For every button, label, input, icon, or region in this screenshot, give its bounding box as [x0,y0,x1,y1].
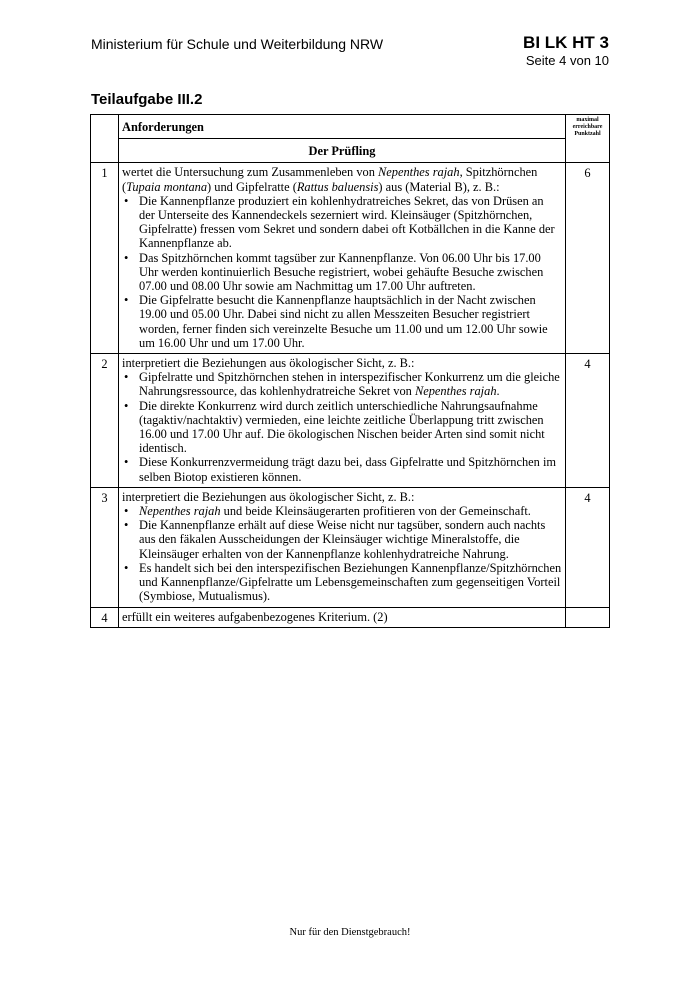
requirements-header [119,115,566,139]
table-row [91,607,610,627]
table-row [91,487,610,607]
criteria-item [122,370,562,398]
criteria-item [122,455,562,483]
criteria-item [122,251,562,294]
criteria-text: Die Gipfelratte besucht die Kannenpflanze hauptsächlich in der Nacht zwischen 19.00 und 05.00 Uhr. Dabei sind nicht zu allen Messzeiten Besucher registriert worden, ferner finden sich vereinzelte Besuche um 11.00 und um 12.00 Uhr sowie um 16.00 Uhr und um 17.00 Uhr. [139,293,548,350]
ministry-name: Ministerium für Schule und Weiterbildung NRW [91,36,384,52]
criteria-text: Die Kannenpflanze produziert ein kohlenhydratreiches Sekret, das von Drüsen an der Unterseite des Kannendeckels sezerniert wird. Kleinsäuger (Spitzhörnchen, Gipfelratte) fressen vom Sekret und sondern dabei oft Kotbällchen in die Kanne der Kannenpflanze ab. [139,193,555,251]
points-header-line-1: maximal [576,117,599,123]
criteria-item [122,518,562,561]
document-code: BI LK HT 3 [523,33,609,52]
intro-text: interpretiert die Beziehungen aus ökologischer Sicht, z. B.: [122,489,415,504]
row-number: 3 [91,487,119,607]
footer-note: Nur für den Dienstgebrauch! [289,927,411,938]
criteria-text: und beide Kleinsäugerarten profitieren von der Gemeinschaft. [220,504,531,519]
candidate-label: Der Prüfling [308,144,376,159]
requirements-label: Anforderungen [122,120,204,134]
criteria-text: Die Kannenpflanze erhält auf diese Weise nicht nur tagsüber, sondern auch nachts aus den fäkalen Ausscheidungen der Kleinsäuger wichtige Mineralstoffe, die Kleinsäuger erhalten von der Kannenpflanze kohlenhydratreiche Nahrung. [139,518,546,561]
row-content [119,607,566,627]
criteria-text: Die direkte Konkurrenz wird durch zeitlich unterschiedliche Nahrungsaufnahme (tagaktiv/nachtaktiv) vermieden, eine leichte zeitliche Überlappung tritt zwischen 16.00 und 17.00 Uhr auf. Die ökologischen Nischen beider Arten sind somit nicht identisch. [139,398,545,456]
row-intro [122,490,562,504]
page-number: Seite 4 von 10 [525,53,609,68]
section-title: Teilaufgabe III.2 [91,91,203,108]
criteria-text: . [496,384,500,399]
criteria-item [122,561,562,604]
row-content [119,354,566,488]
points-header [566,115,610,163]
intro-text: erfüllt ein weiteres aufgabenbezogenes Kriterium. (2) [122,609,388,624]
row-intro [122,356,562,370]
intro-text: ) und Gipfelratte ( [207,179,297,194]
table-row [91,354,610,488]
criteria-list [122,194,562,350]
row-intro [122,165,562,193]
row-points: 6 [566,163,610,354]
intro-text: wertet die Untersuchung zum Zusammenleben von [122,165,378,180]
intro-text: Rattus baluensis [296,179,379,194]
intro-text: , Spitzhörnchen ( [122,165,538,194]
criteria-item [122,504,562,518]
points-header-line-2: erreichbare [572,124,603,130]
criteria-text: Es handelt sich bei den interspezifischen Beziehungen Kannenpflanze/Spitzhörnchen und Kannenpflanze/Gipfelratte um Lebensgemeinschaften zum gegenseitigen Vorteil (Symbiose, Mutualismus). [139,560,562,604]
table-row [91,163,610,354]
row-content [119,163,566,354]
criteria-list [122,504,562,603]
intro-text: Nepenthes rajah [378,165,460,180]
row-content [119,487,566,607]
criteria-text: Nepenthes rajah [414,384,497,399]
criteria-text: Gipfelratte und Spitzhörnchen stehen in interspezifischer Konkurrenz um die gleiche Nahrungsressource, das kohlenhydratreiche Sekret von [139,370,560,399]
row-number: 4 [91,607,119,627]
criteria-text: Nepenthes rajah [139,504,221,519]
intro-text: interpretiert die Beziehungen aus ökologischer Sicht, z. B.: [122,356,415,371]
row-points: 4 [566,487,610,607]
table-subheader-row [91,139,610,163]
criteria-list [122,370,562,484]
criteria-text: Das Spitzhörnchen kommt tagsüber zur Kannenpflanze. Von 06.00 Uhr bis 17.00 Uhr werden kontinuierlich Besuche registriert, wobei gehäufte Besuche zwischen 07.00 und 08.00 Uhr sowie am Nachmittag um 17.00 Uhr auftreten. [139,250,544,294]
row-number: 2 [91,354,119,488]
document-header-right [523,33,609,69]
evaluation-table [90,114,610,628]
criteria-text: Diese Konkurrenzvermeidung trägt dazu bei, dass Gipfelratte und Spitzhörnchen im selben Biotop existieren können. [139,455,557,484]
row-number: 1 [91,163,119,354]
candidate-header [119,139,566,163]
criteria-item [122,399,562,456]
criteria-item [122,293,562,350]
header-number-cell [91,115,119,163]
row-points: 4 [566,354,610,488]
criteria-item [122,194,562,251]
intro-text: ) aus (Material B), z. B.: [378,179,500,194]
intro-text: Tupaia montana [126,179,208,194]
points-header-line-3: Punktzahl [574,131,601,137]
row-intro [122,610,562,624]
row-points [566,607,610,627]
table-header-row [91,115,610,139]
